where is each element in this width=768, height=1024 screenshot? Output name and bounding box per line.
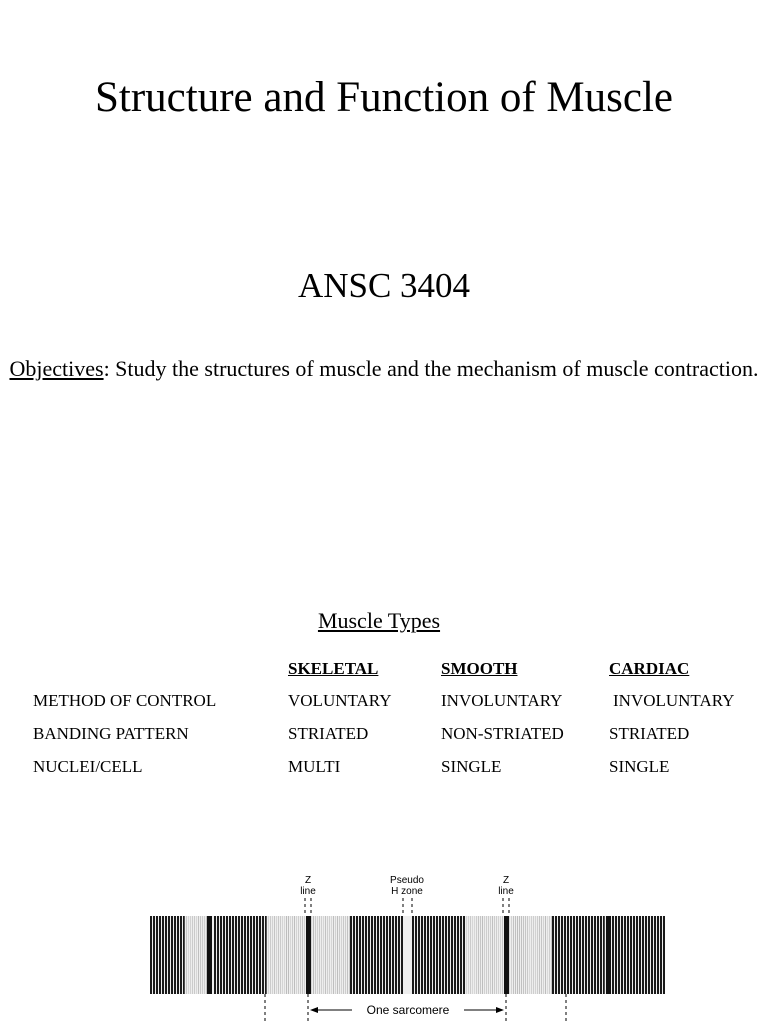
texture-line (509, 916, 510, 994)
texture-line (292, 916, 293, 994)
texture-line (288, 916, 289, 994)
striation-line (597, 916, 599, 994)
texture-line (484, 916, 485, 994)
striation-line (636, 916, 638, 994)
striation-line (365, 916, 367, 994)
striation-line (448, 916, 450, 994)
z-line-label-2-top: Z (502, 875, 510, 886)
texture-line (188, 916, 189, 994)
texture-line (529, 916, 530, 994)
striation-line (457, 916, 459, 994)
texture-line (190, 916, 191, 994)
striation-line (660, 916, 662, 994)
texture-line (486, 916, 487, 994)
texture-line (327, 916, 328, 994)
texture-line (545, 916, 546, 994)
striation-line (380, 916, 382, 994)
striation-line (427, 916, 429, 994)
striation-line (415, 916, 417, 994)
texture-line (296, 916, 297, 994)
texture-line (339, 916, 340, 994)
striation-line (217, 916, 219, 994)
texture-line (184, 916, 185, 994)
texture-line (517, 916, 518, 994)
striation-line (156, 916, 158, 994)
texture-line (533, 916, 534, 994)
texture-line (468, 916, 469, 994)
texture-line (527, 916, 528, 994)
striation-line (642, 916, 644, 994)
texture-line (482, 916, 483, 994)
striation-line (570, 916, 572, 994)
striation-line (582, 916, 584, 994)
z-line-label-bottom: line (300, 886, 316, 897)
objectives-text: : Study the structures of muscle and the mechanism of muscle contraction. (103, 356, 759, 381)
striation-line (398, 916, 400, 994)
table-cell: SINGLE (609, 757, 670, 776)
texture-line (204, 916, 205, 994)
texture-line (343, 916, 344, 994)
striation-line (392, 916, 394, 994)
texture-line (525, 916, 526, 994)
striation-line (250, 916, 252, 994)
texture-line (480, 916, 481, 994)
texture-line (539, 916, 540, 994)
objectives-paragraph (6, 353, 762, 384)
texture-line (202, 916, 203, 994)
texture-line (313, 916, 314, 994)
striation-line (244, 916, 246, 994)
striation-line (600, 916, 602, 994)
striation-line (350, 916, 352, 994)
texture-line (276, 916, 277, 994)
texture-line (323, 916, 324, 994)
texture-line (531, 916, 532, 994)
table-cell: NON-STRIATED (441, 724, 564, 743)
texture-line (311, 916, 312, 994)
texture-line (551, 916, 552, 994)
row-label-banding-pattern: BANDING PATTERN (33, 724, 189, 743)
striation-line (386, 916, 388, 994)
striation-line (377, 916, 379, 994)
striation-line (262, 916, 264, 994)
texture-line (347, 916, 348, 994)
striation-line (463, 916, 465, 994)
striation-line (223, 916, 225, 994)
striation-line (165, 916, 167, 994)
texture-line (200, 916, 201, 994)
striation-line (412, 916, 414, 994)
striation-line (150, 916, 152, 994)
texture-line (466, 916, 467, 994)
striation-line (168, 916, 170, 994)
striation-line (585, 916, 587, 994)
striation-line (663, 916, 665, 994)
striation-line (389, 916, 391, 994)
striation-line (430, 916, 432, 994)
table-cell: VOLUNTARY (288, 691, 392, 710)
striation-line (238, 916, 240, 994)
column-header-skeletal: SKELETAL (288, 659, 379, 678)
z-line-label-top: Z (304, 875, 312, 886)
texture-line (470, 916, 471, 994)
course-code: ANSC 3404 (297, 266, 471, 305)
texture-line (492, 916, 493, 994)
striation-line (612, 916, 614, 994)
striation-line (588, 916, 590, 994)
striation-line (442, 916, 444, 994)
striation-line (226, 916, 228, 994)
striation-line (654, 916, 656, 994)
striation-line (439, 916, 441, 994)
texture-line (337, 916, 338, 994)
texture-line (274, 916, 275, 994)
page-title: Structure and Function of Muscle (94, 74, 673, 121)
striation-line (162, 916, 164, 994)
striation-line (579, 916, 581, 994)
texture-line (325, 916, 326, 994)
texture-line (286, 916, 287, 994)
table-cell: STRIATED (609, 724, 690, 743)
muscle-types-heading: Muscle Types (317, 608, 441, 633)
texture-line (476, 916, 477, 994)
texture-line (488, 916, 489, 994)
texture-line (268, 916, 269, 994)
texture-line (302, 916, 303, 994)
texture-line (502, 916, 503, 994)
texture-line (304, 916, 305, 994)
table-cell: INVOLUNTARY (441, 691, 563, 710)
table-cell: INVOLUNTARY (613, 691, 735, 710)
texture-line (186, 916, 187, 994)
striation-line (229, 916, 231, 994)
texture-line (515, 916, 516, 994)
texture-line (513, 916, 514, 994)
striation-line (445, 916, 447, 994)
striation-line (657, 916, 659, 994)
texture-line (511, 916, 512, 994)
striation-line (615, 916, 617, 994)
table-cell: STRIATED (288, 724, 369, 743)
texture-line (294, 916, 295, 994)
texture-line (500, 916, 501, 994)
texture-line (478, 916, 479, 994)
striation-line (359, 916, 361, 994)
pseudo-h-zone-label-bottom: H zone (391, 886, 423, 897)
striation-line (651, 916, 653, 994)
striation-line (627, 916, 629, 994)
texture-line (319, 916, 320, 994)
texture-line (298, 916, 299, 994)
striation-line (153, 916, 155, 994)
table-cell: SINGLE (441, 757, 502, 776)
texture-line (521, 916, 522, 994)
striation-line (180, 916, 182, 994)
striation-line (374, 916, 376, 994)
striation-line (451, 916, 453, 994)
z-line-center-right (504, 916, 509, 994)
striation-line (235, 916, 237, 994)
texture-line (335, 916, 336, 994)
striation-line (383, 916, 385, 994)
texture-line (321, 916, 322, 994)
striation-line (353, 916, 355, 994)
striation-line (433, 916, 435, 994)
striation-line (177, 916, 179, 994)
texture-line (280, 916, 281, 994)
striation-line (171, 916, 173, 994)
striation-line (159, 916, 161, 994)
sarcomere-label: One sarcomere (366, 1003, 450, 1017)
striation-line (395, 916, 397, 994)
sarcomere-diagram (148, 866, 668, 1024)
texture-line (537, 916, 538, 994)
texture-line (198, 916, 199, 994)
texture-line (282, 916, 283, 994)
striation-line (371, 916, 373, 994)
z-line-label-2-bottom: line (498, 886, 514, 897)
texture-line (333, 916, 334, 994)
texture-line (315, 916, 316, 994)
texture-line (266, 916, 267, 994)
striation-line (645, 916, 647, 994)
striation-line (401, 916, 403, 994)
striation-line (594, 916, 596, 994)
striation-line (573, 916, 575, 994)
texture-line (194, 916, 195, 994)
striation-line (558, 916, 560, 994)
z-line-left (207, 916, 212, 994)
z-line-right (606, 916, 611, 994)
striation-line (418, 916, 420, 994)
texture-line (494, 916, 495, 994)
striation-line (253, 916, 255, 994)
striation-line (576, 916, 578, 994)
striation-line (259, 916, 261, 994)
texture-line (196, 916, 197, 994)
texture-line (300, 916, 301, 994)
texture-line (341, 916, 342, 994)
striation-line (247, 916, 249, 994)
texture-line (272, 916, 273, 994)
striation-line (174, 916, 176, 994)
striation-line (214, 916, 216, 994)
texture-line (549, 916, 550, 994)
texture-line (496, 916, 497, 994)
texture-line (474, 916, 475, 994)
striation-line (561, 916, 563, 994)
texture-line (498, 916, 499, 994)
striation-line (639, 916, 641, 994)
texture-line (329, 916, 330, 994)
striation-line (232, 916, 234, 994)
objectives-label: Objectives (9, 356, 104, 381)
striation-line (552, 916, 554, 994)
striation-line (220, 916, 222, 994)
striation-line (256, 916, 258, 994)
texture-line (604, 916, 605, 994)
striation-line (555, 916, 557, 994)
striation-line (567, 916, 569, 994)
table-cell: MULTI (288, 757, 341, 776)
texture-line (290, 916, 291, 994)
texture-line (331, 916, 332, 994)
texture-line (192, 916, 193, 994)
texture-line (206, 916, 207, 994)
striation-line (362, 916, 364, 994)
texture-line (523, 916, 524, 994)
striation-line (356, 916, 358, 994)
texture-line (284, 916, 285, 994)
texture-line (270, 916, 271, 994)
texture-line (543, 916, 544, 994)
striation-line (421, 916, 423, 994)
striation-line (368, 916, 370, 994)
texture-line (519, 916, 520, 994)
texture-line (535, 916, 536, 994)
striation-line (436, 916, 438, 994)
striation-line (564, 916, 566, 994)
texture-line (278, 916, 279, 994)
row-label-method-of-control: METHOD OF CONTROL (33, 691, 217, 710)
texture-line (547, 916, 548, 994)
texture-line (317, 916, 318, 994)
striation-line (624, 916, 626, 994)
striation-line (633, 916, 635, 994)
column-header-smooth: SMOOTH (441, 659, 518, 678)
pseudo-h-zone-label-top: Pseudo (390, 875, 424, 886)
texture-line (345, 916, 346, 994)
z-line-center-left (306, 916, 311, 994)
striation-line (618, 916, 620, 994)
striation-line (648, 916, 650, 994)
striation-line (630, 916, 632, 994)
striation-line (424, 916, 426, 994)
striation-line (241, 916, 243, 994)
texture-line (541, 916, 542, 994)
texture-line (490, 916, 491, 994)
texture-line (349, 916, 350, 994)
striation-line (621, 916, 623, 994)
row-label-nuclei-cell: NUCLEI/CELL (33, 757, 143, 776)
striation-line (591, 916, 593, 994)
texture-line (472, 916, 473, 994)
striation-line (460, 916, 462, 994)
striation-line (454, 916, 456, 994)
column-header-cardiac: CARDIAC (609, 659, 690, 678)
